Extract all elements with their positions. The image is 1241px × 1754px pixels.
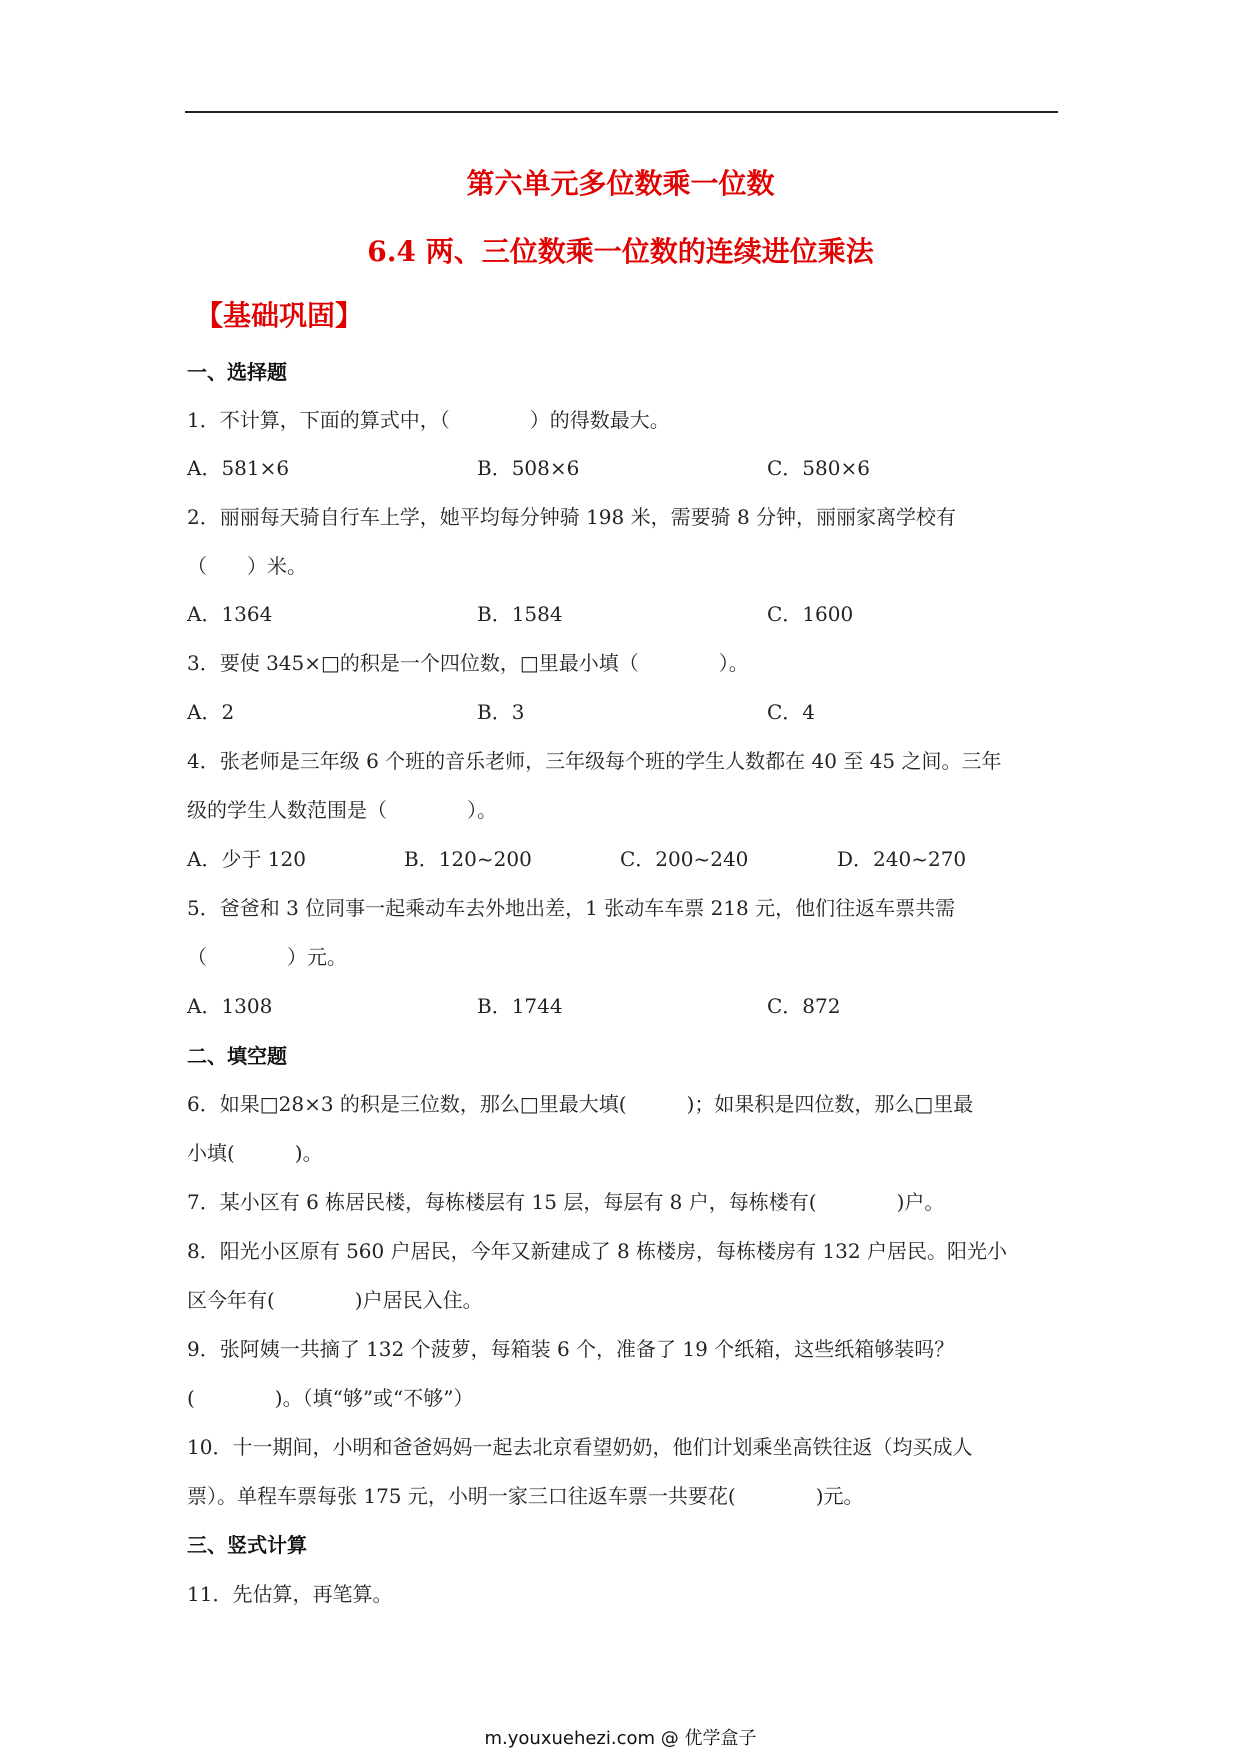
question-4-line2: 级的学生人数范围是（ ）。	[187, 798, 497, 822]
question-5-line2: （ ）元。	[187, 945, 347, 969]
question-2-line2: （ ）米。	[187, 554, 307, 578]
lesson-title: 6.4 两、三位数乘一位数的连续进位乘法	[367, 235, 874, 268]
q4-option-d: D．240~270	[837, 847, 967, 871]
footer-watermark: m.youxuehezi.com @ 优学盒子	[484, 1728, 757, 1749]
top-rule	[185, 111, 1058, 113]
q2-option-b: B．1584	[477, 602, 563, 626]
question-4-line1: 4．张老师是三年级 6 个班的音乐老师，三年级每个班的学生人数都在 40 至 45 之间。三年	[187, 749, 1002, 773]
question-2-line1: 2．丽丽每天骑自行车上学，她平均每分钟骑 198 米，需要骑 8 分钟，丽丽家离学校有	[187, 505, 957, 529]
q5-option-b: B．1744	[477, 994, 563, 1018]
question-8-line1: 8．阳光小区原有 560 户居民，今年又新建成了 8 栋楼房，每栋楼房有 132 户居民。阳光小	[187, 1239, 1007, 1263]
question-9-line1: 9．张阿姨一共摘了 132 个菠萝，每箱装 6 个，准备了 19 个纸箱，这些纸箱够装吗？	[187, 1337, 955, 1361]
section-tag: 【基础巩固】	[195, 299, 364, 332]
part1-heading: 一、选择题	[187, 360, 287, 384]
q1-option-a: A．581×6	[187, 456, 290, 480]
question-3: 3．要使 345×□的积是一个四位数，□里最小填（ ）。	[187, 651, 749, 675]
q2-option-c: C．1600	[767, 602, 854, 626]
part3-heading: 三、竖式计算	[187, 1533, 307, 1557]
question-11: 11．先估算，再笔算。	[187, 1582, 393, 1606]
q5-option-a: A．1308	[187, 994, 273, 1018]
q1-option-b: B．508×6	[477, 456, 580, 480]
question-7: 7．某小区有 6 栋居民楼，每栋楼层有 15 层，每层有 8 户，每栋楼有( )户。	[187, 1190, 945, 1214]
q4-option-b: B．120~200	[404, 847, 532, 871]
q4-option-a: A．少于 120	[187, 847, 306, 871]
part2-heading: 二、填空题	[187, 1044, 287, 1068]
question-1: 1．不计算，下面的算式中，（ ）的得数最大。	[187, 408, 670, 432]
q3-option-a: A．2	[187, 700, 235, 724]
q3-option-c: C．4	[767, 700, 816, 724]
question-10-line2: 票）。单程车票每张 175 元，小明一家三口往返车票一共要花( )元。	[187, 1484, 864, 1508]
question-6-line2: 小填( )。	[187, 1141, 323, 1165]
q1-option-c: C．580×6	[767, 456, 870, 480]
question-8-line2: 区今年有( )户居民入住。	[187, 1288, 483, 1312]
unit-title: 第六单元多位数乘一位数	[466, 167, 775, 200]
question-9-line2: ( )。（填“够”或“不够”）	[187, 1386, 474, 1410]
question-6-line1: 6．如果□28×3 的积是三位数，那么□里最大填( )；如果积是四位数，那么□里最	[187, 1092, 974, 1116]
q2-option-a: A．1364	[187, 602, 273, 626]
question-10-line1: 10．十一期间，小明和爸爸妈妈一起去北京看望奶奶，他们计划乘坐高铁往返（均买成人	[187, 1435, 973, 1459]
q5-option-c: C．872	[767, 994, 841, 1018]
q4-option-c: C．200~240	[620, 847, 749, 871]
q3-option-b: B．3	[477, 700, 525, 724]
question-5-line1: 5．爸爸和 3 位同事一起乘动车去外地出差，1 张动车车票 218 元，他们往返车票共需	[187, 896, 956, 920]
